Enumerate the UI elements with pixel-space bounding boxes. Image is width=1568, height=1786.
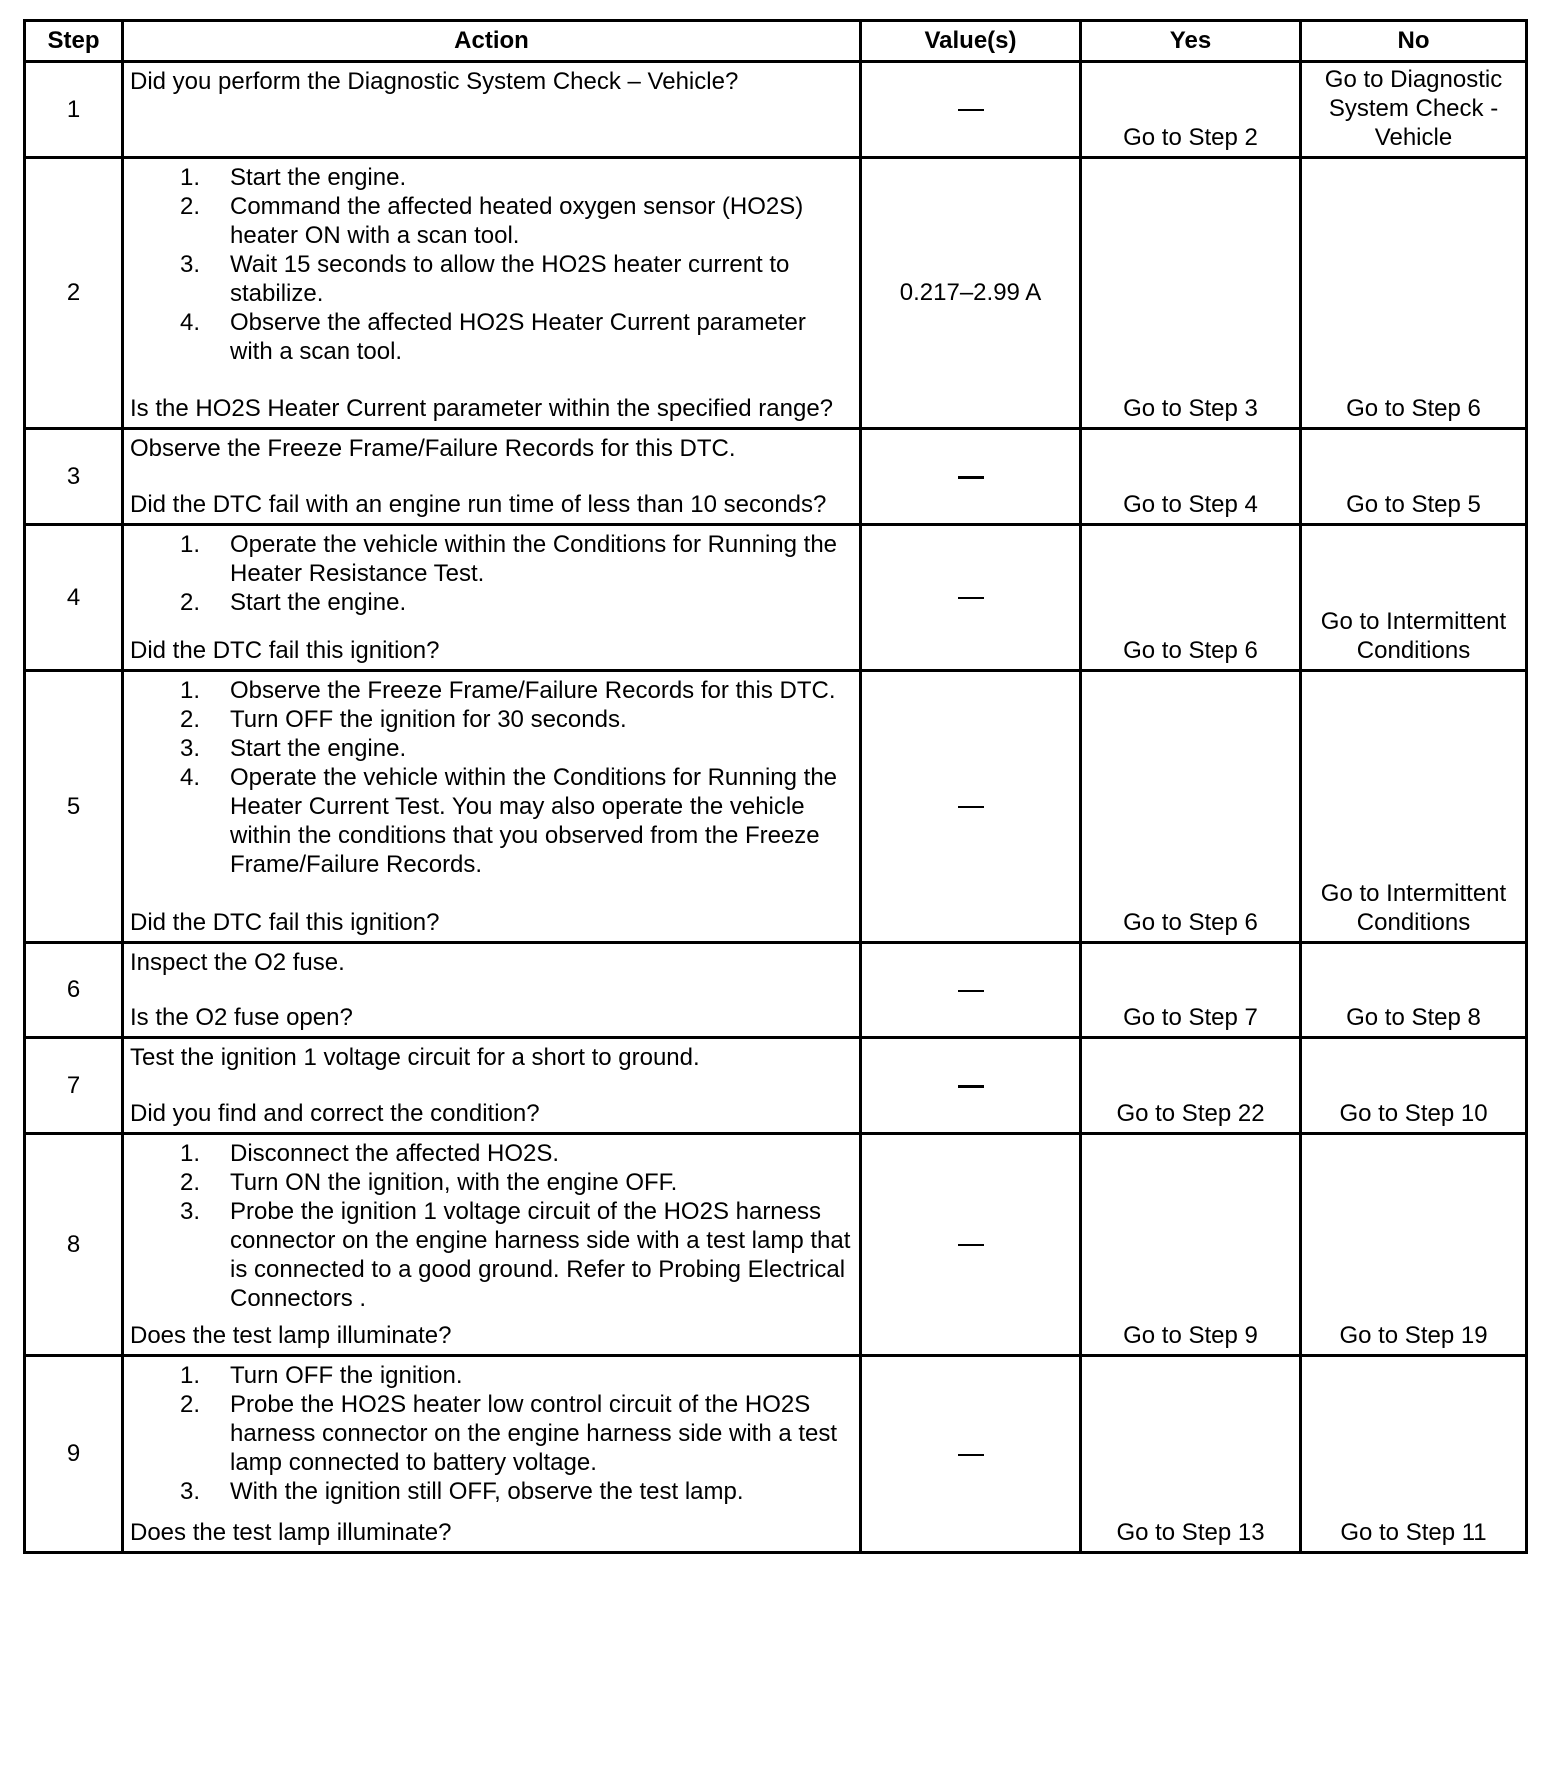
empty-value-dash bbox=[958, 476, 984, 479]
table-body bbox=[25, 62, 1527, 1553]
action-cell bbox=[123, 943, 861, 1038]
empty-value-dash bbox=[958, 990, 984, 992]
value-cell bbox=[861, 1038, 1081, 1134]
step-number: 7 bbox=[25, 1038, 123, 1134]
header-row bbox=[25, 21, 1527, 62]
action-step-item bbox=[130, 530, 853, 588]
action-step-item bbox=[130, 1139, 853, 1168]
table-row bbox=[25, 158, 1527, 429]
value-cell bbox=[861, 1356, 1081, 1553]
no-action: Go to Step 5 bbox=[1301, 429, 1527, 525]
action-step-list bbox=[130, 1139, 853, 1313]
header-no: No bbox=[1301, 21, 1527, 62]
yes-action: Go to Step 6 bbox=[1081, 671, 1301, 943]
yes-action: Go to Step 4 bbox=[1081, 429, 1301, 525]
yes-action: Go to Step 13 bbox=[1081, 1356, 1301, 1553]
action-cell bbox=[123, 1356, 861, 1553]
action-question: Did the DTC fail with an engine run time of less than 10 seconds? bbox=[130, 491, 827, 518]
empty-value-dash bbox=[958, 1085, 984, 1088]
action-step-text: Probe the HO2S heater low control circuit of the HO2S harness connector on the engine harness side with a test lamp connected to battery voltage. bbox=[230, 1391, 838, 1476]
action-step-item bbox=[130, 1361, 853, 1390]
action-cell bbox=[123, 62, 861, 158]
action-step-list bbox=[130, 676, 853, 879]
action-step-item bbox=[130, 1390, 853, 1477]
yes-action: Go to Step 7 bbox=[1081, 943, 1301, 1038]
action-cell bbox=[123, 158, 861, 429]
action-instruction: Did you perform the Diagnostic System Check – Vehicle? bbox=[130, 68, 739, 95]
action-step-item bbox=[130, 588, 853, 617]
action-instruction: Observe the Freeze Frame/Failure Records for this DTC. bbox=[130, 435, 736, 462]
no-action: Go to Step 11 bbox=[1301, 1356, 1527, 1553]
action-step-number: 1. bbox=[180, 1140, 201, 1167]
step-number: 8 bbox=[25, 1134, 123, 1356]
header-action: Action bbox=[123, 21, 861, 62]
table-row bbox=[25, 525, 1527, 671]
value-cell bbox=[861, 429, 1081, 525]
action-step-text: Disconnect the affected HO2S. bbox=[230, 1140, 560, 1167]
action-question: Does the test lamp illuminate? bbox=[130, 1519, 452, 1546]
action-step-number: 2. bbox=[180, 1391, 201, 1418]
no-action: Go to Intermittent Conditions bbox=[1301, 671, 1527, 943]
no-action: Go to Step 19 bbox=[1301, 1134, 1527, 1356]
no-action: Go to Step 6 bbox=[1301, 158, 1527, 429]
action-step-number: 2. bbox=[180, 589, 201, 616]
action-step-text: Start the engine. bbox=[230, 735, 407, 762]
step-number: 5 bbox=[25, 671, 123, 943]
action-question: Did the DTC fail this ignition? bbox=[130, 637, 440, 664]
table-row bbox=[25, 1356, 1527, 1553]
table-row bbox=[25, 1134, 1527, 1356]
yes-action: Go to Step 9 bbox=[1081, 1134, 1301, 1356]
action-step-item bbox=[130, 705, 853, 734]
action-step-item bbox=[130, 163, 853, 192]
action-step-text: Turn OFF the ignition for 30 seconds. bbox=[230, 706, 627, 733]
value-cell bbox=[861, 158, 1081, 429]
action-step-text: With the ignition still OFF, observe the test lamp. bbox=[230, 1478, 744, 1505]
action-step-text: Start the engine. bbox=[230, 164, 407, 191]
action-step-list bbox=[130, 163, 853, 366]
action-step-number: 1. bbox=[180, 531, 201, 558]
action-step-text: Turn OFF the ignition. bbox=[230, 1362, 463, 1389]
action-step-number: 1. bbox=[180, 677, 201, 704]
action-step-item bbox=[130, 1168, 853, 1197]
value-cell bbox=[861, 1134, 1081, 1356]
action-step-list bbox=[130, 1361, 853, 1506]
no-action: Go to Intermittent Conditions bbox=[1301, 525, 1527, 671]
action-step-number: 4. bbox=[180, 764, 201, 791]
action-step-number: 3. bbox=[180, 1198, 201, 1225]
action-step-number: 2. bbox=[180, 193, 201, 220]
action-step-text: Operate the vehicle within the Conditions for Running the Heater Current Test. You may also operate the vehicle within the conditions that you observed from the Freeze Frame/Failure Records. bbox=[230, 764, 838, 878]
action-step-item bbox=[130, 192, 853, 250]
empty-value-dash bbox=[958, 806, 984, 808]
diagnostic-table bbox=[23, 19, 1528, 1554]
action-step-text: Observe the Freeze Frame/Failure Records for this DTC. bbox=[230, 677, 836, 704]
action-step-number: 1. bbox=[180, 1362, 201, 1389]
step-number: 4 bbox=[25, 525, 123, 671]
table-row bbox=[25, 62, 1527, 158]
value-cell bbox=[861, 62, 1081, 158]
action-step-list bbox=[130, 530, 853, 617]
action-step-number: 3. bbox=[180, 735, 201, 762]
action-step-item bbox=[130, 308, 853, 366]
action-step-item bbox=[130, 763, 853, 879]
action-cell bbox=[123, 1038, 861, 1134]
action-step-item bbox=[130, 676, 853, 705]
step-number: 2 bbox=[25, 158, 123, 429]
action-step-item bbox=[130, 1197, 853, 1313]
yes-action: Go to Step 6 bbox=[1081, 525, 1301, 671]
action-step-number: 2. bbox=[180, 706, 201, 733]
action-cell bbox=[123, 1134, 861, 1356]
action-step-text: Operate the vehicle within the Conditions for Running the Heater Resistance Test. bbox=[230, 531, 838, 587]
step-number: 6 bbox=[25, 943, 123, 1038]
no-action: Go to Step 10 bbox=[1301, 1038, 1527, 1134]
no-action: Go to Diagnostic System Check - Vehicle bbox=[1301, 62, 1527, 158]
yes-action: Go to Step 22 bbox=[1081, 1038, 1301, 1134]
action-step-text: Start the engine. bbox=[230, 589, 407, 616]
action-cell bbox=[123, 525, 861, 671]
action-question: Does the test lamp illuminate? bbox=[130, 1322, 452, 1349]
action-step-number: 3. bbox=[180, 251, 201, 278]
step-number: 1 bbox=[25, 62, 123, 158]
value-cell bbox=[861, 943, 1081, 1038]
action-step-text: Probe the ignition 1 voltage circuit of the HO2S harness connector on the engine harness side with a test lamp that is connected to a good ground. Refer to Probing Electrical Connectors . bbox=[230, 1198, 851, 1312]
action-question: Is the O2 fuse open? bbox=[130, 1004, 353, 1031]
table-row bbox=[25, 943, 1527, 1038]
action-question: Did the DTC fail this ignition? bbox=[130, 909, 440, 936]
action-instruction: Test the ignition 1 voltage circuit for a short to ground. bbox=[130, 1044, 700, 1071]
value-cell bbox=[861, 671, 1081, 943]
action-question: Did you find and correct the condition? bbox=[130, 1100, 540, 1127]
action-step-text: Command the affected heated oxygen sensor (HO2S) heater ON with a scan tool. bbox=[230, 193, 804, 249]
action-step-number: 1. bbox=[180, 164, 201, 191]
no-action: Go to Step 8 bbox=[1301, 943, 1527, 1038]
value-text: 0.217–2.99 A bbox=[899, 279, 1042, 306]
step-number: 9 bbox=[25, 1356, 123, 1553]
action-step-text: Observe the affected HO2S Heater Current parameter with a scan tool. bbox=[230, 309, 806, 365]
table-row bbox=[25, 1038, 1527, 1134]
action-step-number: 2. bbox=[180, 1169, 201, 1196]
action-step-item bbox=[130, 250, 853, 308]
table-row bbox=[25, 429, 1527, 525]
action-step-item bbox=[130, 734, 853, 763]
action-instruction: Inspect the O2 fuse. bbox=[130, 949, 345, 976]
action-cell bbox=[123, 671, 861, 943]
empty-value-dash bbox=[958, 1454, 984, 1456]
yes-action: Go to Step 2 bbox=[1081, 62, 1301, 158]
header-step: Step bbox=[25, 21, 123, 62]
action-cell bbox=[123, 429, 861, 525]
action-step-number: 3. bbox=[180, 1478, 201, 1505]
action-step-text: Turn ON the ignition, with the engine OFF. bbox=[230, 1169, 678, 1196]
yes-action: Go to Step 3 bbox=[1081, 158, 1301, 429]
action-question: Is the HO2S Heater Current parameter within the specified range? bbox=[130, 395, 834, 422]
action-step-number: 4. bbox=[180, 309, 201, 336]
step-number: 3 bbox=[25, 429, 123, 525]
empty-value-dash bbox=[958, 1244, 984, 1246]
header-values: Value(s) bbox=[861, 21, 1081, 62]
empty-value-dash bbox=[958, 109, 984, 111]
value-cell bbox=[861, 525, 1081, 671]
header-yes: Yes bbox=[1081, 21, 1301, 62]
empty-value-dash bbox=[958, 597, 984, 599]
table-row bbox=[25, 671, 1527, 943]
action-step-text: Wait 15 seconds to allow the HO2S heater current to stabilize. bbox=[230, 251, 790, 307]
action-step-item bbox=[130, 1477, 853, 1506]
